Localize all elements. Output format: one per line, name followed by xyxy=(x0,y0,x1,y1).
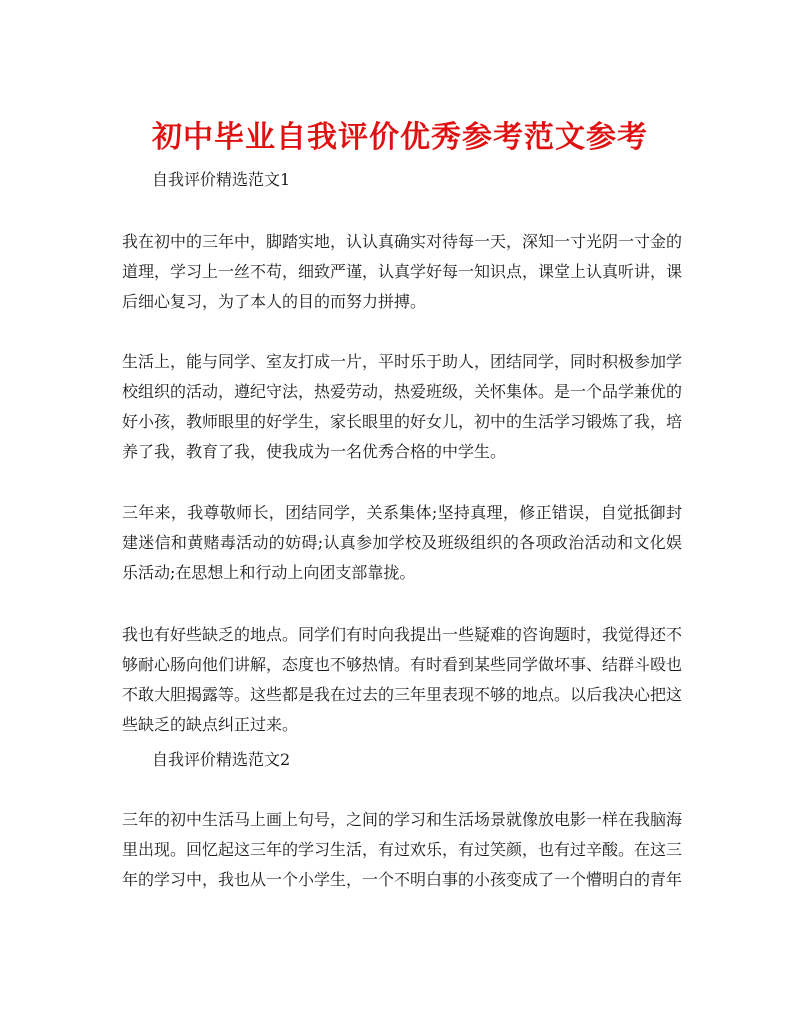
section-heading-2: 自我评价精选范文2 xyxy=(152,750,291,769)
paragraph-5: 三年的初中生活马上画上句号，之间的学习和生活场景就像放电影一样在我脑海里出现。回忆起这三年的学习生活，有过欢乐，有过笑颜，也有过辛酸。在这三年的学习中，我也从一个小学生，一个不明白事的小孩变成了一个懵明白的青年 xyxy=(122,810,683,889)
paragraph-1: 我在初中的三年中，脚踏实地，认认真确实对待每一天，深知一寸光阴一寸金的道理，学习上一丝不苟，细致严谨，认真学好每一知识点，课堂上认真听讲，课后细心复习，为了本人的目的而努力拼搏。 xyxy=(122,232,683,311)
paragraph-3: 三年来，我尊敬师长，团结同学，关系集体;坚持真理，修正错误，自觉抵御封建迷信和黄赌毒活动的妨碍;认真参加学校及班级组织的各项政治活动和文化娱乐活动;在思想上和行动上向团支部靠拢。 xyxy=(122,503,682,582)
paragraph-2: 生活上，能与同学、室友打成一片，平时乐于助人，团结同学，同时积极参加学校组织的活动，遵纪守法，热爱劳动，热爱班级，关怀集体。是一个品学兼优的好小孩，教师眼里的好学生，家长眼里的好女儿，初中的生活学习锻炼了我，培养了我，教育了我，使我成为一名优秀合格的中学生。 xyxy=(122,352,683,461)
section-heading-1: 自我评价精选范文1 xyxy=(152,170,291,189)
paragraph-4: 我也有好些缺乏的地点。同学们有时向我提出一些疑难的咨询题时，我觉得还不够耐心肠向他们讲解，态度也不够热情。有时看到某些同学做坏事、结群斗殴也不敢大胆揭露等。这些都是我在过去的三年里表现不够的地点。以后我决心把这些缺乏的缺点纠正过来。 xyxy=(122,625,683,734)
document-title: 初中毕业自我评价优秀参考范文参考 xyxy=(152,120,648,155)
